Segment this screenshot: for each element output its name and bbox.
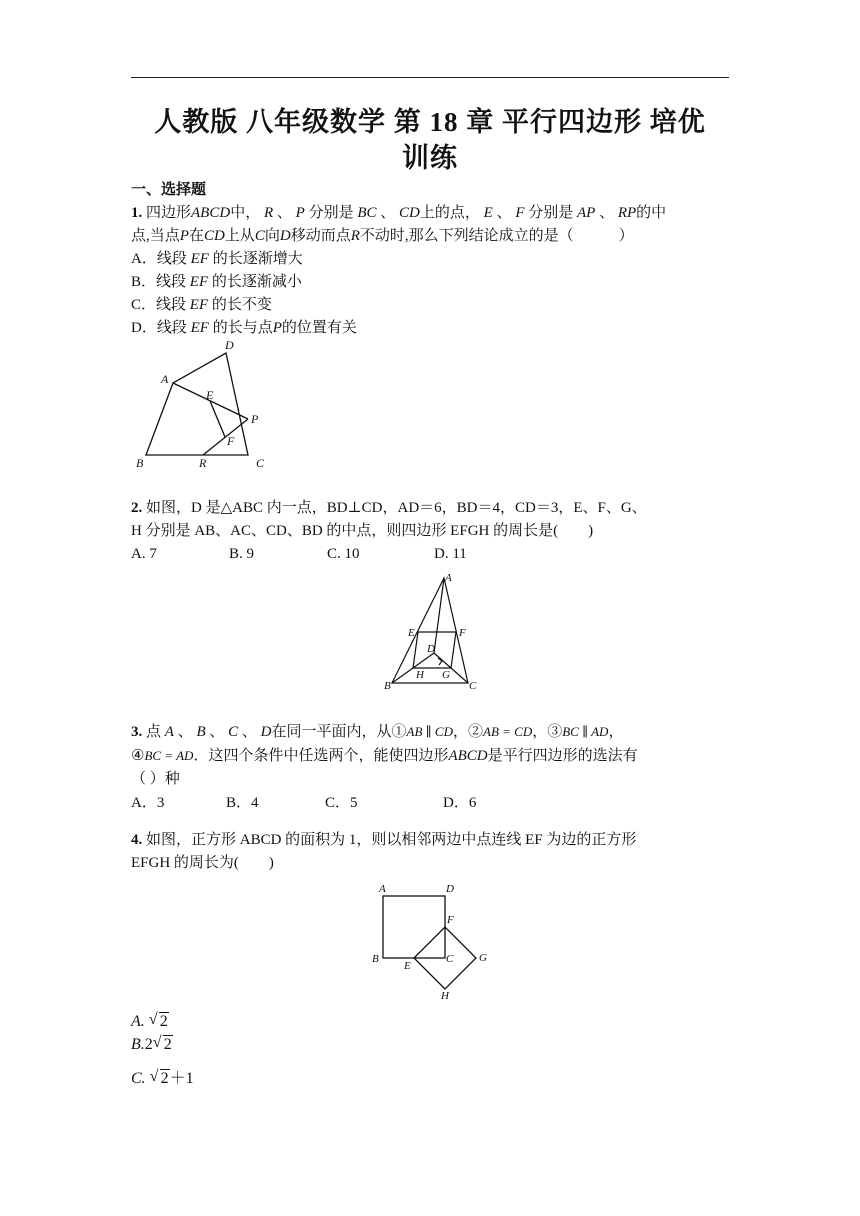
option-text: 线段 [156, 251, 187, 267]
radicand: 2 [159, 1013, 168, 1030]
fig4-label-a: A [379, 883, 386, 895]
radicand: 2 [163, 1036, 172, 1053]
q3-line-3: （ ）种 [131, 771, 180, 787]
fig1-label-f: F [227, 434, 235, 448]
q3-var: D [260, 724, 272, 740]
q3-line-2 [131, 744, 731, 768]
option-label: A. [131, 1013, 145, 1030]
q1-text: 中， [230, 205, 261, 221]
option-text: 的长逐渐减小 [211, 274, 302, 290]
q1-text: 、 [380, 205, 396, 221]
q1-var: F [515, 205, 525, 221]
q4-option-a [131, 1011, 169, 1033]
option-text: 的位置有关 [281, 320, 357, 336]
fig1-label-e: E [206, 388, 214, 402]
q3-text: 在同一平面内，从① [271, 724, 407, 740]
q3-text: 、 [241, 724, 257, 740]
sqrt-symbol [153, 1034, 173, 1056]
q3-line-1 [131, 720, 731, 744]
q1-number: 1. [131, 205, 143, 221]
q3-condition: BC = AD [144, 748, 194, 763]
q3-text: ，③ [532, 724, 563, 740]
option-var: EF [190, 251, 209, 267]
q3-var: ABCD [448, 748, 488, 764]
fig2-label-e: E [408, 627, 415, 639]
q1-var: RP [617, 205, 637, 221]
q1-var: CD [399, 205, 420, 221]
option-var: P [272, 320, 282, 336]
q2-line-2: H 分别是 AB、AC、CD、BD 的中点，则四边形 EFGH 的周长是( ) [131, 523, 594, 539]
sqrt-symbol [150, 1068, 170, 1090]
q3-condition: AB ∥ CD [406, 724, 453, 739]
option-text: 的长不变 [211, 297, 272, 313]
q2-line-1 [131, 497, 731, 520]
q4-line-2: EFGH 的周长为( ) [131, 855, 274, 871]
page-title [131, 104, 729, 176]
section-heading: 一、选择题 [131, 182, 207, 198]
fig2-label-d: D [427, 643, 435, 655]
q2-options [131, 543, 731, 566]
q1-text: 、 [276, 205, 292, 221]
question-4 [131, 829, 731, 875]
q1-line-2 [131, 225, 731, 248]
option-text: 线段 [156, 274, 187, 290]
option-label: C． [131, 297, 157, 313]
fig2-label-g: G [442, 669, 450, 681]
option-text: 的长与点 [212, 320, 273, 336]
fig4-label-d: D [446, 883, 454, 895]
fig4-label-g: G [479, 952, 487, 964]
fig1-label-a: A [161, 372, 169, 386]
q3-option-c: C．5 [325, 795, 358, 811]
q1-var: CD [203, 228, 225, 244]
fig4-label-e: E [404, 960, 411, 972]
q3-text: 是平行四边形的选法有 [487, 748, 638, 764]
coefficient: 2 [144, 1036, 153, 1053]
q3-var: B [196, 724, 206, 740]
fig2-label-h: H [416, 669, 424, 681]
fig1-label-d: D [225, 338, 234, 352]
q1-quadrilateral-figure [128, 335, 278, 475]
fig4-label-c: C [446, 953, 454, 965]
option-text: 线段 [156, 297, 187, 313]
option-var: EF [190, 320, 209, 336]
q1-text: 在 [188, 228, 204, 244]
q1-var: P [295, 205, 305, 221]
fig2-label-c: C [469, 680, 477, 692]
option-suffix: ＋1 [169, 1070, 194, 1087]
q2-number: 2. [131, 500, 143, 516]
q1-var: AP [577, 205, 596, 221]
fig2-label-a: A [445, 572, 452, 584]
fig2-label-f: F [459, 627, 466, 639]
q3-option-a: A．3 [131, 795, 165, 811]
option-label: B. [131, 1036, 145, 1053]
fig4-label-f: F [447, 914, 454, 926]
q1-var: E [483, 205, 493, 221]
fig1-label-c: C [256, 456, 265, 470]
q1-text: 分别是 [528, 205, 574, 221]
fig1-label-p: P [251, 412, 259, 426]
q3-condition: BC ∥ AD [562, 724, 609, 739]
q4-number: 4. [131, 832, 143, 848]
q1-text: 不动时,那么下列结论成立的是（ ） [359, 228, 634, 244]
q3-text: ④ [131, 748, 145, 764]
q1-text: 分别是 [308, 205, 354, 221]
q2-triangle-figure [378, 570, 488, 695]
q2-option-c: C. 10 [327, 546, 360, 562]
q3-text: 、 [209, 724, 225, 740]
q1-option-b [131, 271, 731, 294]
title-line-1: 人教版 八年级数学 第 18 章 平行四边形 培优 [154, 107, 706, 137]
q1-var: R [263, 205, 274, 221]
q4-line-1 [131, 829, 731, 852]
sqrt-symbol [149, 1011, 169, 1033]
q3-condition: AB = CD [483, 724, 533, 739]
option-var: EF [189, 274, 209, 290]
header-rule [131, 77, 729, 78]
q1-var: R [350, 228, 360, 244]
option-text: 线段 [156, 320, 187, 336]
q3-number: 3. [131, 724, 143, 740]
q1-var: D [279, 228, 291, 244]
q1-option-c [131, 294, 731, 317]
q1-text: 移动而点 [290, 228, 351, 244]
fig4-label-h: H [441, 990, 449, 1002]
q1-text: 向 [264, 228, 280, 244]
q1-text: 上的点， [419, 205, 480, 221]
q1-text: 点,当点 [131, 228, 180, 244]
radicand: 2 [160, 1070, 169, 1087]
q3-var: C [228, 724, 239, 740]
q1-text: 、 [496, 205, 512, 221]
q1-text: 的中 [636, 205, 667, 221]
q3-text: 、 [177, 724, 193, 740]
q1-text: 上从 [224, 228, 255, 244]
option-label: D． [131, 320, 157, 336]
q1-var: ABCD [191, 205, 231, 221]
q3-var: A [164, 724, 174, 740]
fig2-label-b: B [384, 680, 391, 692]
q4-squares-figure [368, 880, 493, 1005]
q1-var: P [179, 228, 189, 244]
q3-option-b: B．4 [226, 795, 259, 811]
q2-text: 如图，D 是△ABC 内一点，BD⊥CD，AD＝6，BD＝4，CD＝3，E、F、G、 [146, 500, 647, 516]
q1-var: BC [357, 205, 377, 221]
question-3 [131, 720, 731, 815]
option-label: B． [131, 274, 157, 290]
q1-text: 、 [599, 205, 615, 221]
question-1 [131, 202, 731, 340]
q3-text: ．这四个条件中任选两个，能使四边形 [193, 748, 449, 764]
q1-option-a [131, 248, 731, 271]
q2-option-b: B. 9 [229, 546, 255, 562]
question-2 [131, 497, 731, 566]
q1-text: 四边形 [146, 205, 192, 221]
option-text: 的长逐渐增大 [212, 251, 303, 267]
option-label: A． [131, 251, 157, 267]
q2-option-a: A. 7 [131, 546, 157, 562]
fig4-label-b: B [372, 953, 379, 965]
q4-text: 如图，正方形 ABCD 的面积为 1，则以相邻两边中点连线 EF 为边的正方形 [146, 832, 637, 848]
q3-text: 点 [146, 724, 162, 740]
q3-text: ，② [452, 724, 483, 740]
q1-var: C [254, 228, 265, 244]
q3-options [131, 792, 731, 815]
option-var: EF [189, 297, 209, 313]
fig1-label-b: B [136, 456, 144, 470]
q3-text: ， [608, 724, 624, 740]
q3-option-d: D．6 [443, 795, 477, 811]
q2-option-d: D. 11 [434, 546, 467, 562]
q4-option-b [131, 1034, 173, 1056]
option-label: C. [131, 1070, 146, 1087]
title-line-2: 训练 [402, 143, 458, 173]
fig1-label-r: R [199, 456, 207, 470]
q1-line-1 [131, 202, 731, 225]
q4-option-c [131, 1068, 194, 1090]
